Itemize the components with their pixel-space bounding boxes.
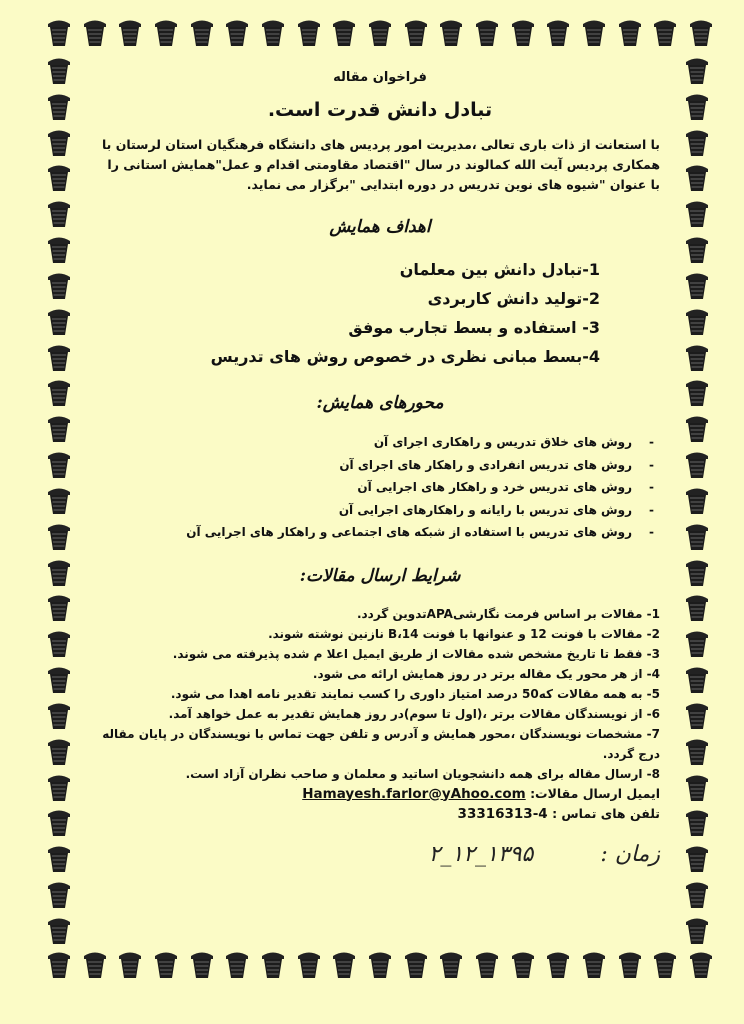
list-item: - روش های تدریس انفرادی و راهکار های اجرای آن xyxy=(100,454,660,477)
flower-pot-icon xyxy=(682,593,712,623)
flower-pot-icon xyxy=(365,18,395,48)
flower-pot-icon xyxy=(187,950,217,980)
flower-pot-icon xyxy=(682,773,712,803)
flower-pot-icon xyxy=(508,18,538,48)
flower-pot-icon xyxy=(436,950,466,980)
flower-pot-icon xyxy=(615,950,645,980)
flower-pot-icon xyxy=(294,18,324,48)
flower-pot-icon xyxy=(44,450,74,480)
flower-pot-icon xyxy=(258,18,288,48)
handwritten-date: ۱۳۹۵_۱۲_۲ xyxy=(428,841,534,867)
goals-heading: اهداف همایش xyxy=(329,217,431,237)
flower-pot-icon xyxy=(682,486,712,516)
flower-pot-icon xyxy=(682,916,712,946)
flower-pot-icon xyxy=(187,18,217,48)
flower-pot-icon xyxy=(686,18,716,48)
page-title: تبادل دانش قدرت است. xyxy=(267,99,493,121)
flower-pot-icon xyxy=(151,18,181,48)
flower-pot-icon xyxy=(44,56,74,86)
flower-pot-icon xyxy=(44,378,74,408)
goals-list xyxy=(100,255,600,371)
email-label: ایمیل ارسال مقالات: xyxy=(530,785,660,801)
flower-pot-icon xyxy=(44,343,74,373)
flower-pot-icon xyxy=(151,950,181,980)
flower-pot-icon xyxy=(44,950,74,980)
flower-pot-icon xyxy=(365,950,395,980)
top-pot-border xyxy=(44,18,716,52)
flower-pot-icon xyxy=(682,450,712,480)
call-for-papers-label: فراخوان مقاله xyxy=(333,70,427,85)
list-item: 1-تبادل دانش بین معلمان xyxy=(399,260,600,279)
flower-pot-icon xyxy=(80,18,110,48)
flower-pot-icon xyxy=(579,18,609,48)
bottom-pot-border xyxy=(44,950,716,984)
flower-pot-icon xyxy=(44,880,74,910)
flower-pot-icon xyxy=(682,629,712,659)
flower-pot-icon xyxy=(543,950,573,980)
flower-pot-icon xyxy=(682,880,712,910)
rules-heading: شرایط ارسال مقالات: xyxy=(299,565,461,586)
flower-pot-icon xyxy=(115,950,145,980)
flower-pot-icon xyxy=(294,950,324,980)
flower-pot-icon xyxy=(44,271,74,301)
flower-pot-icon xyxy=(650,950,680,980)
flower-pot-icon xyxy=(579,950,609,980)
flower-pot-icon xyxy=(472,18,502,48)
flower-pot-icon xyxy=(44,163,74,193)
flower-pot-icon xyxy=(682,414,712,444)
flower-pot-icon xyxy=(44,808,74,838)
flower-pot-icon xyxy=(682,737,712,767)
flower-pot-icon xyxy=(258,950,288,980)
phone-line xyxy=(100,804,660,824)
flower-pot-icon xyxy=(44,558,74,588)
flower-pot-icon xyxy=(44,128,74,158)
flower-pot-icon xyxy=(44,307,74,337)
flower-pot-icon xyxy=(682,701,712,731)
announcement-content xyxy=(100,60,660,940)
flower-pot-icon xyxy=(508,950,538,980)
flower-pot-icon xyxy=(686,950,716,980)
flower-pot-icon xyxy=(682,307,712,337)
flower-pot-icon xyxy=(682,665,712,695)
flower-pot-icon xyxy=(682,343,712,373)
flower-pot-icon xyxy=(682,235,712,265)
list-item: 7- مشخصات نویسندگان ،محور همایش و آدرس و تلفن جهت تماس با نویسندگان در پایان مقاله درج گردد. xyxy=(102,726,660,761)
flower-pot-icon xyxy=(44,522,74,552)
list-item: 5- به همه مقالات که50 درصد امتیاز داوری را کسب نمایند تقدیر نامه اهدا می شود. xyxy=(170,686,660,701)
handwritten-label: زمان : xyxy=(600,841,660,867)
list-item: 8- ارسال مقاله برای همه دانشجویان اساتید و معلمان و صاحب نظران آزاد است. xyxy=(185,766,660,781)
flower-pot-icon xyxy=(615,18,645,48)
flower-pot-icon xyxy=(543,18,573,48)
flower-pot-icon xyxy=(682,844,712,874)
flower-pot-icon xyxy=(44,844,74,874)
list-item: 3- استفاده و بسط تجارب موفق xyxy=(348,318,600,337)
flower-pot-icon xyxy=(401,950,431,980)
flower-pot-icon xyxy=(115,18,145,48)
flower-pot-icon xyxy=(329,950,359,980)
rules-list xyxy=(100,604,660,784)
flower-pot-icon xyxy=(44,737,74,767)
flower-pot-icon xyxy=(682,558,712,588)
list-item: 4-بسط مبانی نظری در خصوص روش های تدریس xyxy=(210,347,600,366)
flower-pot-icon xyxy=(682,808,712,838)
list-item: 6- از نویسندگان مقالات برتر ،(اول تا سوم)در روز همایش تقدیر به عمل خواهد آمد. xyxy=(168,706,660,721)
list-item: 2-تولید دانش کاربردی xyxy=(427,289,600,308)
flower-pot-icon xyxy=(682,92,712,122)
list-item: - روش های خلاق تدریس و راهکاری اجرای آن xyxy=(100,431,660,454)
email-link[interactable]: Hamayesh.farlor@yAhoo.com xyxy=(302,785,526,802)
flower-pot-icon xyxy=(44,18,74,48)
flower-pot-icon xyxy=(44,92,74,122)
flower-pot-icon xyxy=(650,18,680,48)
flower-pot-icon xyxy=(682,271,712,301)
list-item: - روش های تدریس با استفاده از شبکه های اجتماعی و راهکار های اجرایی آن xyxy=(100,521,660,544)
flower-pot-icon xyxy=(44,701,74,731)
flower-pot-icon xyxy=(44,629,74,659)
flower-pot-icon xyxy=(44,593,74,623)
list-item: 4- از هر محور یک مقاله برتر در روز همایش ارائه می شود. xyxy=(312,666,660,681)
phone-number: 33316313-4 xyxy=(457,805,548,822)
intro-paragraph: با استعانت از ذات باری تعالی ،مدیریت امور پردیس های دانشگاه فرهنگیان استان لرستان با همکاری پردیس آیت الله کمالوند در سال "اقتصاد مقاومتی اقدام و عمل"همایش استانی را با عنوان "شیوه های نوین تدریس در دوره ابتدایی "برگزار می نماید. xyxy=(101,137,660,192)
flower-pot-icon xyxy=(329,18,359,48)
axes-list xyxy=(100,431,660,544)
flower-pot-icon xyxy=(80,950,110,980)
flower-pot-icon xyxy=(44,414,74,444)
list-item: - روش های تدریس خرد و راهکار های اجرایی آن xyxy=(100,476,660,499)
flower-pot-icon xyxy=(682,522,712,552)
flower-pot-icon xyxy=(682,56,712,86)
flower-pot-icon xyxy=(44,665,74,695)
flower-pot-icon xyxy=(472,950,502,980)
email-line xyxy=(100,784,660,804)
flower-pot-icon xyxy=(682,199,712,229)
right-pot-border xyxy=(682,56,712,946)
axes-heading: محورهای همایش: xyxy=(316,393,444,413)
list-item: 2- مقالات با فونت 12 و عنوانها با فونت B،14 نازنین نوشته شوند. xyxy=(268,626,660,641)
flower-pot-icon xyxy=(682,163,712,193)
list-item: 3- فقط تا تاریخ مشخص شده مقالات از طریق ایمیل اعلا م شده پذیرفته می شوند. xyxy=(172,646,660,661)
flower-pot-icon xyxy=(401,18,431,48)
list-item: 1- مقالات بر اساس فرمت نگارشیAPAتدوین گردد. xyxy=(356,606,660,621)
flower-pot-icon xyxy=(44,235,74,265)
left-pot-border xyxy=(44,56,74,946)
flower-pot-icon xyxy=(682,128,712,158)
flower-pot-icon xyxy=(222,950,252,980)
flower-pot-icon xyxy=(44,916,74,946)
flower-pot-icon xyxy=(44,486,74,516)
flower-pot-icon xyxy=(44,199,74,229)
flower-pot-icon xyxy=(682,378,712,408)
phone-label: تلفن های تماس : xyxy=(552,805,660,821)
flower-pot-icon xyxy=(44,773,74,803)
handwritten-date-note xyxy=(100,842,660,867)
flower-pot-icon xyxy=(436,18,466,48)
list-item: - روش های تدریس با رایانه و راهکارهای اجرایی آن xyxy=(100,499,660,522)
flower-pot-icon xyxy=(222,18,252,48)
